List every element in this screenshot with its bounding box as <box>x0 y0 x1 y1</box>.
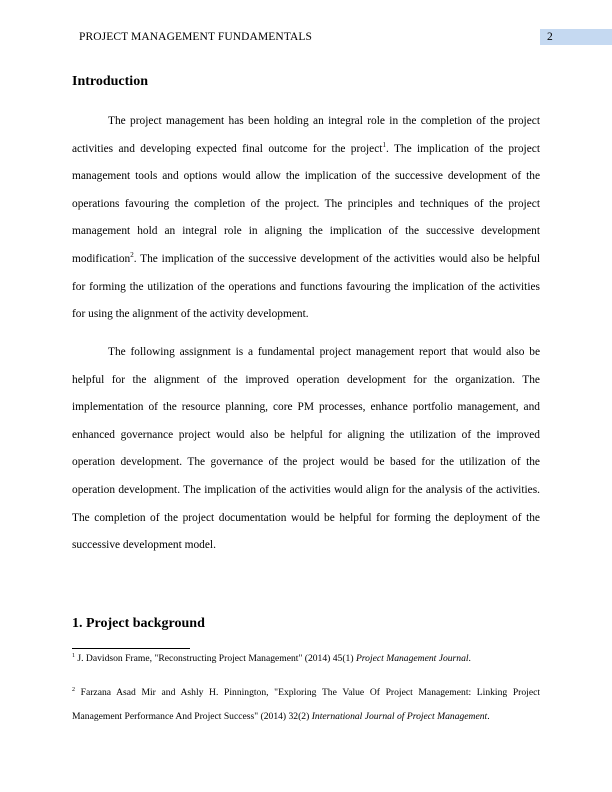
footnote-2-text: Farzana Asad Mir and Ashly H. Pinnington, "Exploring The Value Of Project Management: Linking Project Management Performance And Project Success" (2014) 32(2) <box>72 687 540 722</box>
introduction-heading: Introduction <box>72 74 148 89</box>
footnote-1 <box>72 652 540 665</box>
footnote-1-marker: 1 <box>72 652 75 659</box>
footnote-2-marker: 2 <box>72 686 75 693</box>
paragraph-1-text-a: The project management has been holding an integral role in the completion of the project activities and developing expected final outcome for the project <box>72 115 540 155</box>
footnote-1-end: . <box>468 653 471 664</box>
project-background-heading: 1. Project background <box>72 616 205 631</box>
introduction-paragraph-2: The following assignment is a fundamental project management report that would also be helpful for the alignment of the improved operation development for the organization. The implementation of the resource planning, core PM processes, enhance portfolio management, and enhanced governance project would also be helpful for aligning the utilization of the improved operation development. The governance of the project would be based for the utilization of the operation development. The implication of the activities would align for the analysis of the activities. The completion of the project documentation would be helpful for forming the deployment of the successive development model. <box>72 346 540 552</box>
footnote-2-journal: International Journal of Project Management <box>311 711 488 722</box>
running-head: PROJECT MANAGEMENT FUNDAMENTALS <box>79 31 313 43</box>
paragraph-1-text-b: . The implication of the project management tools and options would allow the implication of the successive development of the operations favouring the completion of the project. The principles and techniques of the project management hold an integral role in aligning the implication of the successive development modification <box>72 142 540 265</box>
page-number: 2 <box>547 31 553 43</box>
footnote-1-text: J. Davidson Frame, "Reconstructing Project Management" (2014) 45(1) <box>75 653 356 664</box>
footnote-ref-2[interactable]: 2 <box>130 251 134 260</box>
footnote-2 <box>72 681 540 729</box>
footnote-2-end: . <box>487 711 490 722</box>
paragraph-1-text-c: . The implication of the successive development of the activities would also be helpful for forming the utilization of the operations and functions favouring the implication of the activities for using the alignment of the activity development. <box>72 252 540 321</box>
introduction-paragraph-1 <box>72 108 540 329</box>
footnote-ref-1[interactable]: 1 <box>382 140 386 149</box>
footnote-1-journal: Project Management Journal <box>355 653 469 664</box>
footnote-separator <box>72 648 190 649</box>
page-number-box <box>540 29 612 45</box>
